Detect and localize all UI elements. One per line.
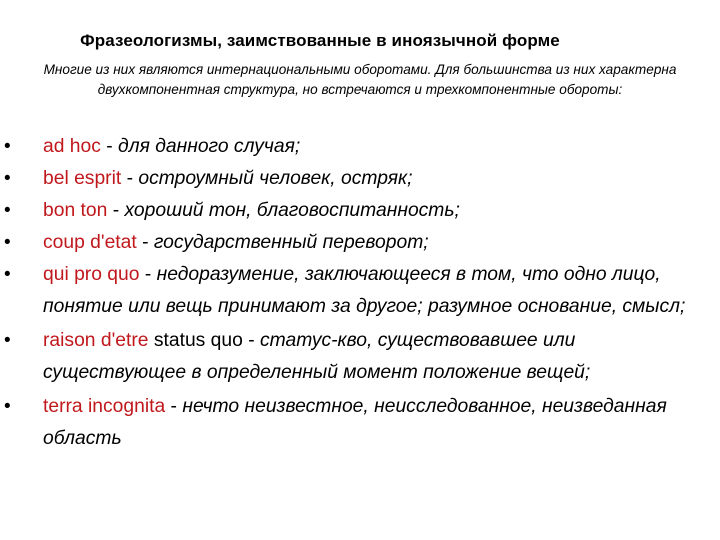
phrase-list xyxy=(0,131,720,455)
bullet-icon: • xyxy=(4,136,11,157)
term-latin: ad hoc xyxy=(43,136,101,157)
bullet-icon: • xyxy=(4,330,11,351)
bullet-icon: • xyxy=(4,264,11,285)
bullet-icon: • xyxy=(4,396,11,417)
term-latin: bon ton xyxy=(43,200,108,221)
list-item xyxy=(0,131,720,163)
separator: - xyxy=(242,330,260,351)
definition: остроумный человек, остряк; xyxy=(138,168,413,189)
definition: статус-кво, существовавшее или существующее в определенный момент положение вещей; xyxy=(43,330,591,383)
definition: для данного случая; xyxy=(118,136,301,157)
separator: - xyxy=(121,168,139,189)
bullet-icon: • xyxy=(4,168,11,189)
definition: государственный переворот; xyxy=(153,232,429,253)
separator: - xyxy=(165,396,183,417)
term-latin: terra incognita xyxy=(43,396,166,417)
definition: нечто неизвестное, неисследованное, неизведанная область xyxy=(43,396,667,449)
list-item xyxy=(0,195,720,227)
list-item xyxy=(0,259,720,323)
term-latin: coup d'etat xyxy=(43,232,137,253)
slide-title: Фразеологизмы, заимствованные в иноязычной форме xyxy=(80,31,560,50)
separator: - xyxy=(107,200,125,221)
separator: - xyxy=(136,232,154,253)
separator: - xyxy=(100,136,119,157)
separator: - xyxy=(139,264,157,285)
bullet-icon: • xyxy=(4,200,11,221)
intro-text: Многие из них являются интернациональными оборотами. Для большинства из них характерна двухкомпонентная структура, но встречаются и трехкомпонентные обороты: xyxy=(43,62,677,97)
definition: недоразумение, заключающееся в том, что одно лицо, понятие или вещь принимают за другое; разумное основание, смысл; xyxy=(43,264,686,317)
term-latin: qui pro quo xyxy=(43,264,140,285)
list-item xyxy=(0,163,720,195)
bullet-icon: • xyxy=(4,232,11,253)
term-latin: bel esprit xyxy=(43,168,122,189)
term-latin-extra: status quo xyxy=(148,330,243,351)
definition: хороший тон, благовоспитанность; xyxy=(124,200,460,221)
list-item xyxy=(0,391,720,455)
list-item xyxy=(0,325,720,389)
term-latin: raison d'etre xyxy=(43,330,149,351)
list-item xyxy=(0,227,720,259)
